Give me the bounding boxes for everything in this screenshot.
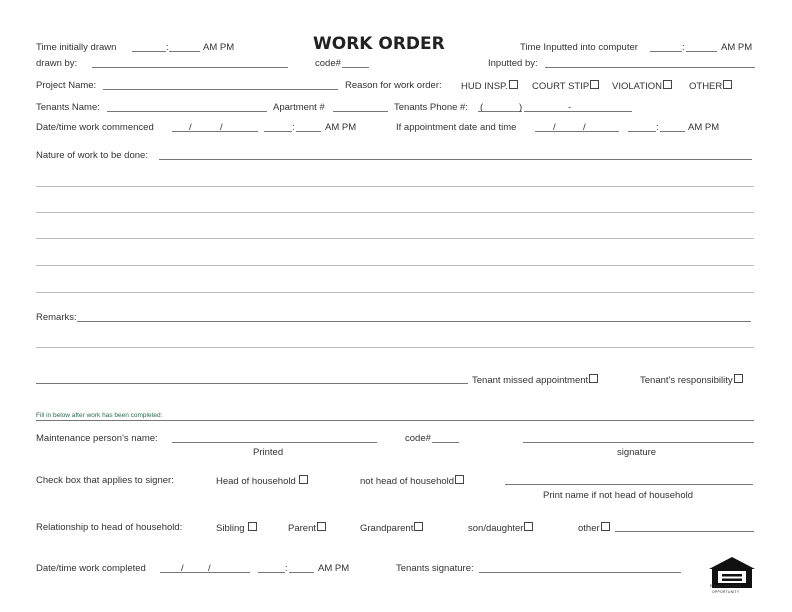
hud-insp-label: HUD INSP. xyxy=(461,81,508,92)
appointment-date-field[interactable] xyxy=(535,131,619,132)
eho-caption-line1: EQUAL HOUSING xyxy=(710,584,742,588)
check-box-applies-label: Check box that applies to signer: xyxy=(36,475,174,486)
time-inputted-minute-field[interactable] xyxy=(686,51,717,52)
nature-of-work-line[interactable] xyxy=(36,265,754,266)
other-checkbox[interactable] xyxy=(723,80,732,89)
appointment-hour-field[interactable] xyxy=(628,131,656,132)
date-commenced-field[interactable] xyxy=(172,131,258,132)
project-name-field[interactable] xyxy=(103,89,338,90)
court-stip-option[interactable] xyxy=(532,80,599,92)
not-head-checkbox[interactable] xyxy=(455,475,464,484)
date-slash: / xyxy=(220,122,223,133)
other-label: OTHER xyxy=(689,81,723,92)
page-title: WORK ORDER xyxy=(313,34,445,54)
violation-option[interactable] xyxy=(612,80,672,92)
nature-of-work-line[interactable] xyxy=(36,212,754,213)
time-commenced-minute-field[interactable] xyxy=(296,131,321,132)
inputted-by-label: Inputted by: xyxy=(488,58,538,69)
court-stip-label: COURT STIP xyxy=(532,81,590,92)
other-option[interactable] xyxy=(689,80,732,92)
time-completed-minute-field[interactable] xyxy=(289,572,314,573)
am-pm-label: AM PM xyxy=(318,563,350,574)
time-colon: : xyxy=(285,563,288,574)
time-colon: : xyxy=(656,122,659,133)
section-divider xyxy=(36,420,754,421)
tenants-signature-field[interactable] xyxy=(479,572,681,573)
date-slash: / xyxy=(208,563,211,574)
print-name-field[interactable] xyxy=(505,484,753,485)
date-completed-field[interactable] xyxy=(160,572,250,573)
time-inputted-hour-field[interactable] xyxy=(650,51,682,52)
project-name-label: Project Name: xyxy=(36,80,97,91)
tenants-name-label: Tenants Name: xyxy=(36,102,100,113)
nature-of-work-line[interactable] xyxy=(159,159,752,160)
time-colon: : xyxy=(166,42,169,53)
grandparent-checkbox[interactable] xyxy=(414,522,423,531)
son-daughter-checkbox[interactable] xyxy=(524,522,533,531)
drawn-by-label: drawn by: xyxy=(36,58,78,69)
date-slash: / xyxy=(181,563,184,574)
code-label: code# xyxy=(315,58,341,69)
phone-paren-open: ( xyxy=(480,102,484,113)
eho-caption-line2: OPPORTUNITY xyxy=(712,590,740,594)
time-initially-drawn-minute-field[interactable] xyxy=(169,51,200,52)
maintenance-code-field[interactable] xyxy=(432,442,459,443)
code-field[interactable] xyxy=(342,67,369,68)
tenant-missed-option[interactable] xyxy=(472,374,598,386)
other-relationship-option[interactable] xyxy=(578,522,610,534)
grandparent-label: Grandparent xyxy=(360,523,414,534)
print-name-caption: Print name if not head of household xyxy=(543,490,693,501)
remarks-line[interactable] xyxy=(36,347,754,348)
time-commenced-hour-field[interactable] xyxy=(264,131,292,132)
date-commenced-label: Date/time work commenced xyxy=(36,122,154,133)
sibling-checkbox[interactable] xyxy=(248,522,257,531)
remarks-line[interactable] xyxy=(77,321,751,322)
appointment-minute-field[interactable] xyxy=(660,131,685,132)
phone-number-field[interactable] xyxy=(524,111,632,112)
time-completed-hour-field[interactable] xyxy=(258,572,285,573)
time-colon: : xyxy=(292,122,295,133)
not-head-label: not head of household xyxy=(360,476,455,487)
am-pm-label: AM PM xyxy=(203,42,235,53)
tenant-missed-label: Tenant missed appointment xyxy=(472,375,589,386)
phone-dash: - xyxy=(568,102,572,113)
sibling-label: Sibling xyxy=(216,523,245,534)
other-relationship-field[interactable] xyxy=(615,531,754,532)
fill-in-below-note: Fill in below after work has been completed: xyxy=(36,412,163,419)
apartment-field[interactable] xyxy=(333,111,388,112)
if-appointment-label: If appointment date and time xyxy=(396,122,517,133)
inputted-by-field[interactable] xyxy=(545,67,755,68)
head-of-household-option[interactable] xyxy=(216,475,308,487)
tenant-responsibility-option[interactable] xyxy=(640,374,743,386)
phone-area-code-field[interactable] xyxy=(478,111,522,112)
maintenance-name-label: Maintenance person's name: xyxy=(36,433,158,444)
time-initially-drawn-label: Time initially drawn xyxy=(36,42,117,53)
date-slash: / xyxy=(553,122,556,133)
signature-caption: signature xyxy=(617,447,657,458)
phone-paren-close: ) xyxy=(519,102,523,113)
son-daughter-option[interactable] xyxy=(468,522,533,534)
nature-of-work-line[interactable] xyxy=(36,186,754,187)
tenants-phone-label: Tenants Phone #: xyxy=(394,102,468,113)
maintenance-printed-name-field[interactable] xyxy=(172,442,377,443)
reason-label: Reason for work order: xyxy=(345,80,442,91)
parent-checkbox[interactable] xyxy=(317,522,326,531)
time-initially-drawn-hour-field[interactable] xyxy=(132,51,166,52)
parent-label: Parent xyxy=(288,523,316,534)
hud-insp-checkbox[interactable] xyxy=(509,80,518,89)
am-pm-label: AM PM xyxy=(688,122,720,133)
head-of-household-label: Head of household xyxy=(216,476,296,487)
remarks-line[interactable] xyxy=(36,383,468,384)
son-daughter-label: son/daughter xyxy=(468,523,524,534)
date-slash: / xyxy=(583,122,586,133)
code-label: code# xyxy=(405,433,431,444)
not-head-option[interactable] xyxy=(360,475,464,487)
tenant-responsibility-checkbox[interactable] xyxy=(734,374,743,383)
sibling-option[interactable] xyxy=(216,522,257,534)
other-relationship-checkbox[interactable] xyxy=(601,522,610,531)
date-slash: / xyxy=(189,122,192,133)
violation-label: VIOLATION xyxy=(612,81,662,92)
nature-of-work-line[interactable] xyxy=(36,238,754,239)
printed-caption: Printed xyxy=(253,447,284,458)
tenants-signature-label: Tenants signature: xyxy=(396,563,474,574)
apartment-label: Apartment # xyxy=(273,102,325,113)
drawn-by-field[interactable] xyxy=(92,67,288,68)
time-inputted-label: Time Inputted into computer xyxy=(520,42,638,53)
nature-of-work-label: Nature of work to be done: xyxy=(36,150,148,161)
maintenance-signature-field[interactable] xyxy=(523,442,754,443)
grandparent-option[interactable] xyxy=(360,522,423,534)
tenant-missed-checkbox[interactable] xyxy=(589,374,598,383)
tenants-name-field[interactable] xyxy=(107,111,267,112)
head-of-household-checkbox[interactable] xyxy=(299,475,308,484)
relationship-label: Relationship to head of household: xyxy=(36,522,183,533)
parent-option[interactable] xyxy=(288,522,326,534)
hud-insp-option[interactable] xyxy=(461,80,518,92)
nature-of-work-line[interactable] xyxy=(36,292,754,293)
am-pm-label: AM PM xyxy=(325,122,357,133)
violation-checkbox[interactable] xyxy=(663,80,672,89)
other-relationship-label: other xyxy=(578,523,600,534)
tenant-responsibility-label: Tenant's responsibility xyxy=(640,375,733,386)
am-pm-label: AM PM xyxy=(721,42,753,53)
remarks-label: Remarks: xyxy=(36,312,77,323)
date-completed-label: Date/time work completed xyxy=(36,563,146,574)
court-stip-checkbox[interactable] xyxy=(590,80,599,89)
time-colon: : xyxy=(682,42,685,53)
